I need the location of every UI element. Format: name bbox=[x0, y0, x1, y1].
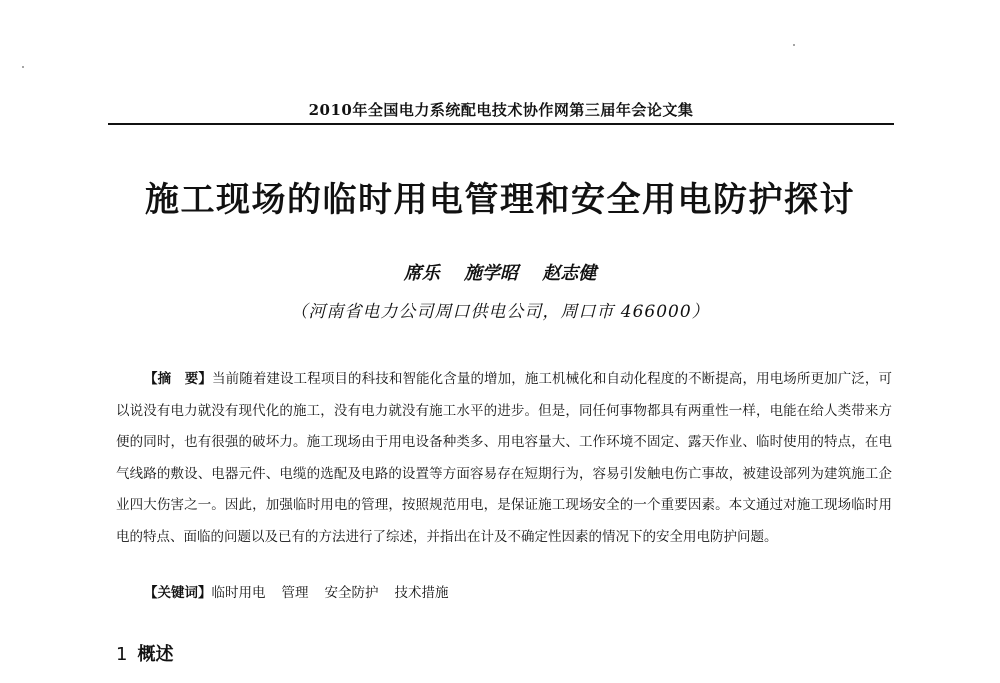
keyword-item: 安全防护 bbox=[324, 585, 379, 601]
abstract-label: 【摘 要】 bbox=[144, 371, 213, 387]
section-number: 1 bbox=[116, 644, 128, 665]
abstract-paragraph bbox=[116, 364, 892, 554]
abstract-text: 当前随着建设工程项目的科技和智能化含量的增加，施工机械化和自动化程度的不断提高，用电场所更加广泛，可以说没有电力就没有现代化的施工，没有电力就没有施工水平的进步。但是，同任何事物都具有两重性一样，电能在给人类带来方便的同时，也有很强的破坏力。施工现场由于用电设备种类多、用电容量大、工作环境不固定、露天作业、临时使用的特点，在电气线路的敷设、电器元件、电缆的选配及电路的设置等方面容易存在短期行为，容易引发触电伤亡事故，被建设部列为建筑施工企业四大伤害之一。因此，加强临时用电的管理，按照规范用电，是保证施工现场安全的一个重要因素。本文通过对施工现场临时用电的特点、面临的问题以及已有的方法进行了综述，并指出在计及不确定性因素的情况下的安全用电防护问题。 bbox=[116, 371, 893, 545]
author-list bbox=[0, 259, 1000, 285]
author-affiliation: （河南省电力公司周口供电公司，周口市 466000） bbox=[290, 302, 710, 322]
author-name: 施学昭 bbox=[464, 263, 518, 284]
scan-speck bbox=[793, 44, 795, 46]
keyword-item: 技术措施 bbox=[394, 585, 449, 601]
keyword-item: 临时用电 bbox=[211, 585, 266, 601]
scan-speck bbox=[22, 66, 24, 68]
running-header: 2010年全国电力系统配电技术协作网第三届年会论文集 bbox=[308, 101, 694, 119]
keywords-label: 【关键词】 bbox=[144, 585, 212, 601]
header-rule bbox=[108, 123, 894, 125]
author-name: 席乐 bbox=[403, 263, 440, 284]
keyword-item: 管理 bbox=[281, 585, 309, 601]
keywords-line bbox=[144, 581, 465, 601]
paper-title: 施工现场的临时用电管理和安全用电防护探讨 bbox=[145, 180, 855, 220]
section-title: 概述 bbox=[137, 644, 174, 665]
section-heading bbox=[116, 640, 173, 666]
author-name: 赵志健 bbox=[542, 263, 597, 284]
